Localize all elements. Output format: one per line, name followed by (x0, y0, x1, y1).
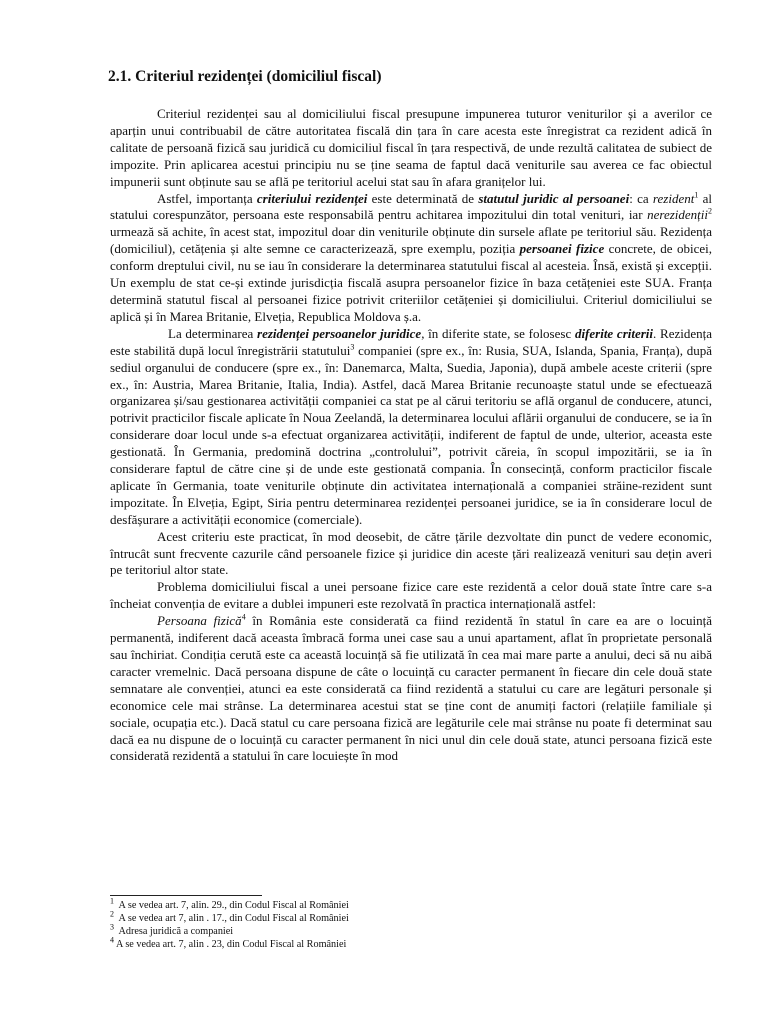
footnote-ref-4[interactable]: 4 (241, 612, 246, 622)
document-page (110, 68, 712, 765)
paragraph-legal-persons: La determinarea rezidenței persoanelor juridice, în diferite state, se folosesc diferite criterii. Rezidența este stabilită după locul înregistrării statutului$^3$ companiei (spre ex., în: Rusia, SUA, Islanda, Spania, Franța), după sediul organului de conducere (spre ex., în: Danemarca, Malta, Suedia, Japonia), după ambele aceste criterii (spre ex., în: Austria, Marea Britanie, Italia, India). Astfel, dacă Marea Britanie recunoaște statul unde se efectuează organizarea și/sau gestionarea activității companiei ca stat pe al cărui teritoriu se află organul de conducere, atunci, potrivit practicilor fiscale aplicate în Noua Zeelandă, la determinarea locului aflării organului de conducere, se ia în considerare doar locul unde s-a efectuat organizarea activității, indiferent de faptul de unde, ulterior, aceasta este gestionată. În Germania, predomină doctrina „controlului”, potrivit căreia, în scopul impozitării, se ia în considerare faptul de către cine și de unde este gestionată compania. În consecință, conform practicilor fiscale aplicate în Germania, toate veniturile obținute din activitatea internațională a companiei străine-rezident sunt impozitate. În Elveția, Egipt, Siria pentru determinarea rezidenței persoanei juridice, se ia în considerare locul de desfășurare a activității economice (comerciale). (110, 325, 712, 527)
emphasis-legal-status: statutul juridic al persoanei (478, 190, 630, 206)
footnote-separator (110, 895, 262, 896)
paragraph-fiscal-domicile-problem: Problema domiciliului fiscal a unei persoane fizice care este rezidentă a celor două state între care s-a încheiat convenția de evitare a dublei impuneri este rezolvată în practica internațională astfel: (110, 579, 712, 612)
emphasis-resident: rezident (652, 190, 695, 206)
emphasis-nonresidents: nerezidenții (647, 207, 708, 223)
footnote-item: $^1$ A se vedea art. 7, alin. 29., din Codul Fiscal al României (110, 896, 349, 911)
footnote-item: $^2$ A se vedea art 7, alin . 17., din Codul Fiscal al României (110, 909, 349, 924)
footnote-ref-3[interactable]: 3 (350, 342, 355, 352)
emphasis-residence-criterion: criteriului rezidenței (256, 190, 368, 206)
paragraph-developed-countries: Acest criteriu este practicat, în mod deosebit, de către țările dezvoltate din punct de vedere economic, întrucât sunt frecvente cazurile când persoanele fizice și juridice din aceste țări realizează venituri sau dețin averi pe teritoriul altor state. (110, 528, 712, 578)
footnotes (110, 896, 710, 951)
paragraph-importance: Astfel, importanța criteriului rezidenței este determinată de statutul juridic al persoanei: ca rezident$^1$ al statului corespunzător, persoana este responsabilă pentru achitarea impozitului din total venituri, iar nerezidenții$^2$ urmează să achite, în acest stat, impozitul doar din veniturile obținute din sursele aflate pe teritoriul său. Rezidența (domiciliul), cetățenia și alte semne ce caracterizează, spre exemplu, poziția persoanei fizice concrete, de obicei, conform dreptului civil, nu se iau în considerare la determinarea statutului fiscal al acesteia. Însă, există și excepții. Un exemplu de stat ce-și extinde jurisdicția fiscală asupra persoanelor fizice în baza cetățeniei este SUA. Franța determină statutul fiscal al persoanei fizice potrivit criteriilor cetățeniei și domiciliului. Criteriul domiciliului se aplică și în Marea Britanie, Elveția, Republica Moldova ș.a. (110, 190, 712, 324)
footnote-item: $^4$ A se vedea art. 7, alin . 23, din Codul Fiscal al României (110, 935, 347, 950)
emphasis-different-criteria: diferite criterii (574, 325, 654, 341)
section-heading: 2.1. Criteriul rezidenței (domiciliul fiscal) (108, 68, 382, 85)
footnote-item: $^3$ Adresa juridică a companiei (110, 922, 234, 937)
emphasis-legal-persons-residence: rezidenței persoanelor juridice (257, 325, 422, 341)
footnote-ref-1[interactable]: 1 (694, 190, 699, 200)
emphasis-natural-person: Persoana fizică (157, 613, 242, 629)
paragraph-natural-person: Persoana fizică$^4$ în România este considerată ca fiind rezidentă în statul în care ea are o locuință permanentă, indiferent dacă aceasta îmbracă forma unei case sau a unui apartament, aflat în proprietate personală sau închiriat. Condiția cerută este ca această locuință să fie utilizată în cea mai mare parte a anului, deci să nu aibă caracter vremelnic. Dacă persoana dispune de câte o locuință cu caracter permanent în fiecare din cele două state semnatare ale convenției, atunci ea este considerată ca fiind rezidentă a statului cu care are legături personale și economice cele mai strânse. La determinarea acestui stat se ține cont de anumiți factori (relațiile familiale și sociale, ocupația etc.). Dacă statul cu care persoana fizică are legăturile cele mai strânse nu poate fi determinat sau dacă ea nu dispune de o locuință cu caracter permanent în nici unul din cele două state, atunci persoana fizică este considerată rezidentă a statului în care locuiește în mod (110, 612, 712, 764)
emphasis-natural-persons: persoanei fizice (519, 241, 605, 257)
footnote-ref-2[interactable]: 2 (708, 207, 712, 217)
paragraph-residence-criterion: Criteriul rezidenței sau al domiciliului fiscal presupune impunerea tuturor veniturilor și a averilor ce aparțin unui contribuabil de către autoritatea fiscală din țara în care acesta este înregistrat ca rezident adică în calitate de persoană fizică sau juridică cu domiciliul fiscal în țara respectivă, de unde rezultă calitatea de subiect de impozite. Prin aplicarea acestui principiu nu se ține seama de faptul dacă veniturile sau averea ce fac obiectul impunerii sunt obținute sau se află pe teritoriul acelui stat sau în afara granițelor lui. (110, 106, 712, 189)
